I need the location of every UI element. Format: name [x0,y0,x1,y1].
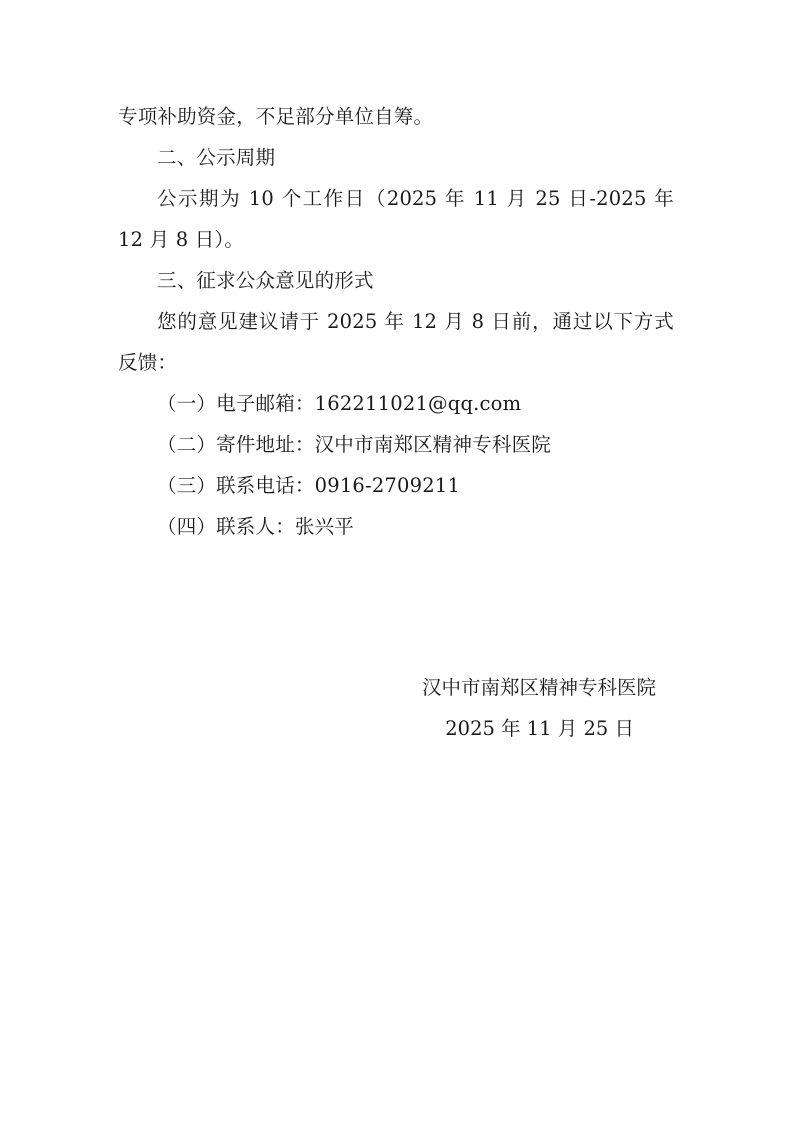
document-body [118,96,681,547]
contact-address-line: （二）寄件地址：汉中市南郑区精神专科医院 [157,433,552,456]
paragraph-section-three-body: 您的意见建议请于 2025 年 12 月 8 日前，通过以下方式反馈： [118,310,674,374]
heading-section-two: 二、公示周期 [157,146,276,169]
contact-person-line: （四）联系人：张兴平 [157,515,355,538]
signature-block [118,667,674,749]
heading-section-three: 三、征求公众意见的形式 [157,269,374,292]
paragraph-funding-note: 专项补助资金，不足部分单位自筹。 [118,105,434,128]
signature-date: 2025 年 11 月 25 日 [445,717,634,740]
paragraph-section-two-body: 公示期为 10 个工作日（2025 年 11 月 25 日-2025 年 12 月 8 日）。 [118,187,681,251]
contact-email-line: （一）电子邮箱：162211021@qq.com [157,392,522,415]
contact-phone-line: （三）联系电话：0916-2709211 [157,474,461,497]
signature-spacer [118,547,674,667]
signature-organization: 汉中市南郑区精神专科医院 [421,676,656,699]
